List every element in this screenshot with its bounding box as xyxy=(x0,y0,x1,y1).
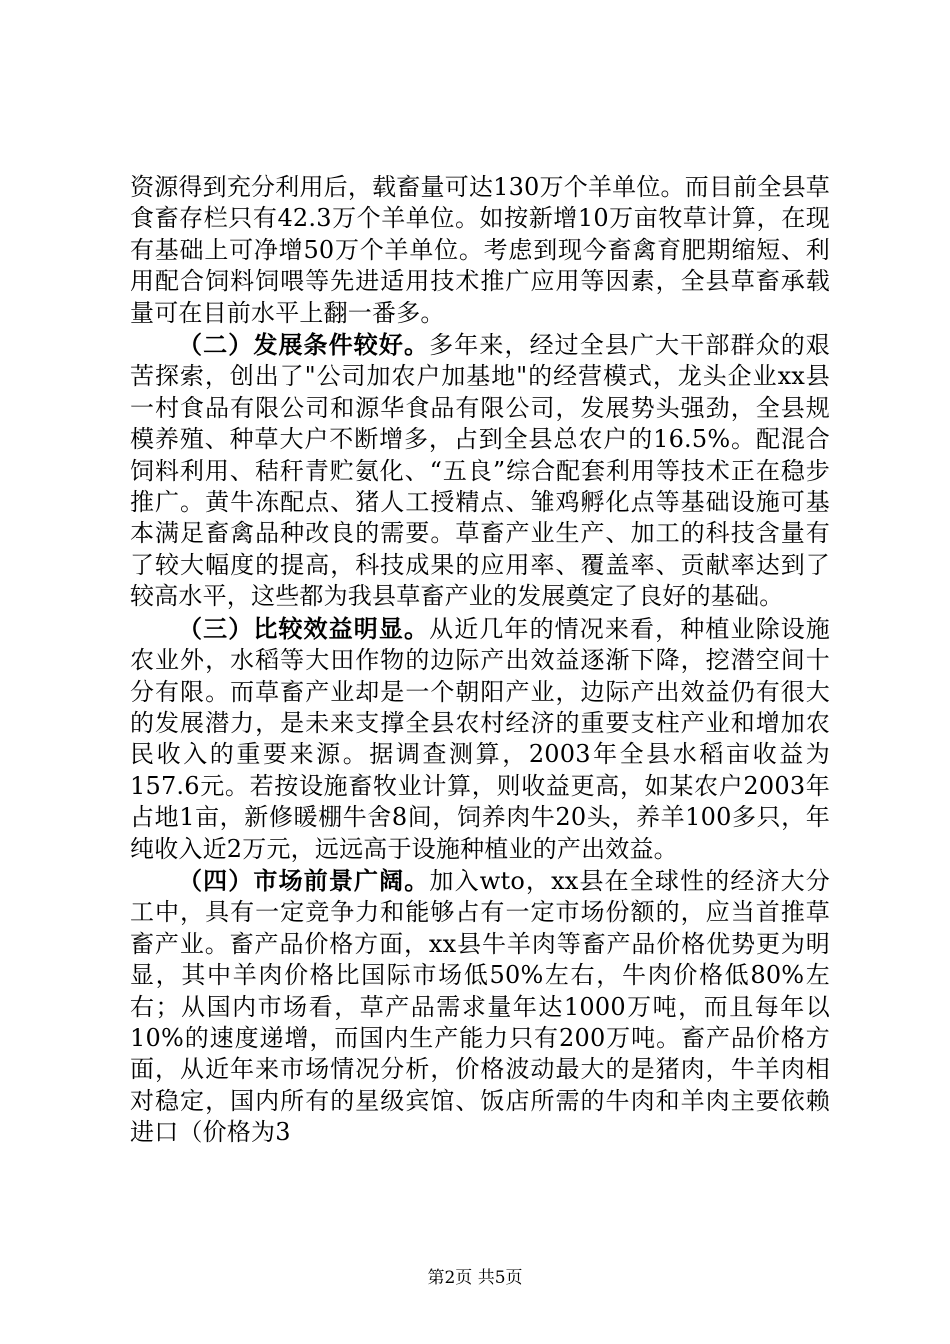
paragraph-2-text: 多年来，经过全县广大干部群众的艰苦探索，创出了"公司加农户加基地"的经营模式，龙头企业xx县一村食品有限公司和源华食品有限公司，发展势头强劲，全县规模养殖、种草大户不断增多，占到全县总农户的16.5%。配混合饲料利用、秸秆青贮氨化、“五良”综合配套利用等技术正在稳步推广。黄牛冻配点、猪人工授精点、雏鸡孵化点等基础设施可基本满足畜禽品种改良的需要。草畜产业生产、加工的科技含量有了较大幅度的提高，科技成果的应用率、覆盖率、贡献率达到了较高水平，这些都为我县草畜产业的发展奠定了良好的基础。 xyxy=(130,331,831,611)
paragraph-2 xyxy=(130,329,830,613)
paragraph-4-heading: （四）市场前景广阔。 xyxy=(178,865,430,895)
page-footer xyxy=(0,1268,950,1288)
paragraph-4 xyxy=(130,865,830,1149)
paragraph-1-text: 资源得到充分利用后，载畜量可达130万个羊单位。而目前全县草食畜存栏只有42.3万个羊单位。如按新增10万亩牧草计算，在现有基础上可净增50万个羊单位。考虑到现今畜禽育肥期缩短、利用配合饲料饲喂等先进适用技术推广应用等因素，全县草畜承载量可在目前水平上翻一番多。 xyxy=(130,173,830,327)
paragraph-3-text: 从近几年的情况来看，种植业除设施农业外，水稻等大田作物的边际产出效益逐渐下降，挖潜空间十分有限。而草畜产业却是一个朝阳产业，边际产出效益仍有很大的发展潜力，是未来支撑全县农村经济的重要支柱产业和增加农民收入的重要来源。据调查测算，2003年全县水稻亩收益为157.6元。若按设施畜牧业计算，则收益更高，如某农户2003年占地1亩，新修暖棚牛舍8间，饲养肉牛20头，养羊100多只，年纯收入近2万元，远远高于设施种植业的产出效益。 xyxy=(130,614,831,863)
paragraph-3-heading: （三）比较效益明显。 xyxy=(178,613,430,643)
document-body xyxy=(130,172,830,1149)
paragraph-3 xyxy=(130,613,830,865)
paragraph-2-heading: （二）发展条件较好。 xyxy=(178,330,430,360)
page-number-label: 第2页 共5页 xyxy=(427,1268,523,1288)
paragraph-4-text: 加入wto，xx县在全球性的经济大分工中，具有一定竞争力和能够占有一定市场份额的，应当首推草畜产业。畜产品价格方面，xx县牛羊肉等畜产品价格优势更为明显，其中羊肉价格比国际市场低50%左右，牛肉价格低80%左右；从国内市场看，草产品需求量年达1000万吨，而且每年以10%的速度递增，而国内生产能力只有200万吨。畜产品价格方面，从近年来市场情况分析，价格波动最大的是猪肉，牛羊肉相对稳定，国内所有的星级宾馆、饭店所需的牛肉和羊肉主要依赖进口（价格为3 xyxy=(130,866,830,1147)
paragraph-1 xyxy=(130,172,830,329)
